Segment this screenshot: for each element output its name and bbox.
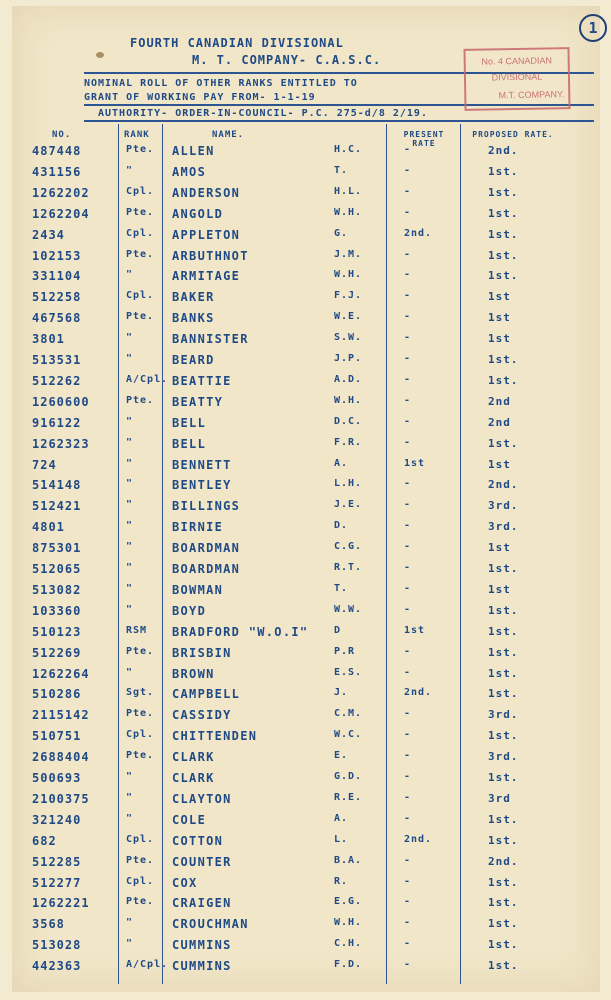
- surname: APPLETON: [172, 227, 241, 242]
- table-row: [12, 811, 600, 833]
- rank: ": [126, 812, 134, 824]
- surname: ALLEN: [172, 144, 215, 158]
- proposed-rate: 1st.: [488, 562, 519, 575]
- initials: S.W.: [334, 332, 363, 344]
- surname: BAKER: [172, 290, 215, 305]
- present-rate: -: [404, 311, 412, 323]
- table-row: [12, 644, 600, 666]
- surname: BELL: [172, 415, 207, 430]
- present-rate: 1st: [404, 457, 426, 469]
- surname: ARBUTHNOT: [172, 248, 249, 263]
- initials: T.: [334, 164, 349, 176]
- rank: ": [126, 415, 134, 427]
- initials: L.: [334, 833, 349, 845]
- initials: G.: [334, 227, 349, 239]
- proposed-rate: 1st.: [488, 436, 519, 450]
- present-rate: 2nd.: [404, 833, 433, 845]
- present-rate: 1st: [404, 624, 426, 636]
- surname: COX: [172, 875, 198, 890]
- service-number: 512262: [32, 373, 82, 388]
- proposed-rate: 1st: [488, 332, 511, 346]
- service-number: 875301: [32, 541, 82, 556]
- service-number: 916122: [32, 415, 82, 430]
- table-row: [12, 665, 600, 687]
- service-number: 431156: [32, 164, 82, 179]
- proposed-rate: 1st.: [488, 206, 519, 220]
- service-number: 513531: [32, 353, 82, 367]
- rank: Cpl.: [126, 875, 155, 887]
- proposed-rate: 2nd.: [488, 854, 519, 868]
- table-row: [12, 435, 600, 457]
- proposed-rate: 1st.: [488, 729, 519, 743]
- table-row: [12, 330, 600, 352]
- initials: P.R: [334, 645, 356, 657]
- table-row: [12, 351, 600, 373]
- rank: RSM: [126, 624, 148, 636]
- surname: BRISBIN: [172, 645, 232, 660]
- table-row: [12, 790, 600, 812]
- table-row: [12, 685, 600, 707]
- initials: R.E.: [334, 791, 363, 803]
- present-rate: -: [404, 729, 412, 741]
- rank: A/Cpl.: [126, 373, 169, 385]
- present-rate: -: [404, 938, 412, 950]
- surname: CHITTENDEN: [172, 729, 258, 744]
- rank: ": [126, 582, 134, 594]
- stamp-line: No. 4 CANADIAN: [481, 55, 553, 67]
- service-number: 321240: [32, 812, 82, 827]
- present-rate: -: [404, 666, 412, 678]
- service-number: 3568: [32, 917, 65, 932]
- present-rate: -: [404, 520, 412, 532]
- table-row: [12, 247, 600, 269]
- rank: Pte.: [126, 248, 155, 260]
- initials: W.H.: [334, 394, 363, 406]
- rank: ": [126, 457, 134, 469]
- surname: BELL: [172, 436, 207, 451]
- surname: BOWMAN: [172, 582, 224, 597]
- table-row: [12, 476, 600, 498]
- header-authority: AUTHORITY- ORDER-IN-COUNCIL- P.C. 275-d/8 2/19.: [98, 108, 428, 119]
- service-number: 512258: [32, 290, 82, 305]
- service-number: 724: [32, 457, 57, 472]
- service-number: 467568: [32, 311, 82, 326]
- present-rate: -: [404, 875, 412, 887]
- present-rate: -: [404, 248, 412, 260]
- present-rate: -: [404, 562, 412, 573]
- table-row: [12, 853, 600, 875]
- present-rate: -: [404, 582, 412, 594]
- header-unit: FOURTH CANADIAN DIVISIONAL: [130, 36, 344, 50]
- initials: W.H.: [334, 206, 363, 218]
- proposed-rate: 3rd.: [488, 520, 519, 534]
- present-rate: -: [404, 541, 412, 553]
- stamp-line: DIVISIONAL: [491, 71, 543, 83]
- rank: Pte.: [126, 144, 155, 155]
- service-number: 682: [32, 833, 57, 848]
- page-number: 1: [579, 14, 607, 42]
- table-row: [12, 142, 600, 164]
- service-number: 331104: [32, 269, 82, 284]
- proposed-rate: 1st: [488, 582, 511, 596]
- initials: H.C.: [334, 144, 363, 155]
- surname: BOYD: [172, 603, 207, 618]
- present-rate: -: [404, 290, 412, 302]
- stamp-line: M.T. COMPANY.: [498, 89, 565, 101]
- present-rate: -: [404, 144, 412, 155]
- service-number: 512277: [32, 875, 82, 890]
- rank: ": [126, 332, 134, 344]
- proposed-rate: 3rd.: [488, 499, 519, 513]
- present-rate: -: [404, 645, 412, 657]
- table-row: [12, 874, 600, 896]
- initials: A.D.: [334, 373, 363, 385]
- proposed-rate: 1st: [488, 457, 511, 471]
- initials: F.J.: [334, 290, 363, 302]
- surname: CROUCHMAN: [172, 917, 249, 932]
- service-number: 2688404: [32, 750, 90, 765]
- table-row: [12, 163, 600, 185]
- proposed-rate: 1st.: [488, 248, 519, 262]
- surname: BROWN: [172, 666, 215, 681]
- table-row: [12, 267, 600, 289]
- service-number: 103360: [32, 603, 82, 618]
- table-row: [12, 623, 600, 645]
- service-number: 513028: [32, 938, 82, 953]
- present-rate: 2nd.: [404, 227, 433, 239]
- col-header-present: PRESENT RATE: [403, 130, 445, 148]
- table-row: [12, 518, 600, 540]
- table-row: [12, 894, 600, 916]
- initials: D.: [334, 520, 349, 532]
- surname: COLE: [172, 812, 207, 827]
- rank: Pte.: [126, 394, 155, 406]
- surname: BILLINGS: [172, 499, 241, 514]
- rank: A/Cpl.: [126, 959, 169, 971]
- surname: ARMITAGE: [172, 269, 241, 284]
- present-rate: -: [404, 269, 412, 281]
- proposed-rate: 1st.: [488, 624, 519, 638]
- initials: J.M.: [334, 248, 363, 260]
- proposed-rate: 1st.: [488, 687, 519, 701]
- surname: BEARD: [172, 353, 215, 367]
- surname: BENNETT: [172, 457, 232, 472]
- proposed-rate: 1st.: [488, 938, 519, 952]
- present-rate: -: [404, 771, 412, 782]
- initials: F.D.: [334, 959, 363, 971]
- rank: ": [126, 353, 134, 364]
- proposed-rate: 1st.: [488, 812, 519, 826]
- service-number: 512065: [32, 562, 82, 576]
- initials: H.L.: [334, 185, 363, 197]
- initials: F.R.: [334, 436, 363, 448]
- proposed-rate: 1st.: [488, 353, 519, 366]
- ink-smudge: [96, 52, 104, 58]
- initials: W.C.: [334, 729, 363, 741]
- surname: BANNISTER: [172, 332, 249, 347]
- service-number: 4801: [32, 520, 65, 535]
- surname: CUMMINS: [172, 938, 232, 953]
- rank: Pte.: [126, 645, 155, 657]
- present-rate: -: [404, 332, 412, 344]
- service-number: 514148: [32, 478, 82, 493]
- proposed-rate: 3rd.: [488, 750, 519, 764]
- service-number: 3801: [32, 332, 65, 347]
- table-row: [12, 727, 600, 749]
- col-header-name: NAME.: [212, 130, 245, 140]
- proposed-rate: 2nd: [488, 394, 511, 408]
- present-rate: -: [404, 164, 412, 176]
- rank: Pte.: [126, 854, 155, 866]
- proposed-rate: 1st.: [488, 666, 519, 680]
- proposed-rate: 1st: [488, 290, 511, 304]
- rank: Cpl.: [126, 227, 155, 239]
- table-row: [12, 456, 600, 478]
- proposed-rate: 3rd.: [488, 708, 519, 722]
- surname: CASSIDY: [172, 708, 232, 723]
- service-number: 500693: [32, 771, 82, 785]
- table-row: [12, 372, 600, 394]
- col-header-rank: RANK: [124, 130, 150, 140]
- rank: ": [126, 478, 134, 490]
- rank: ": [126, 917, 134, 929]
- initials: J.: [334, 687, 349, 699]
- service-number: 102153: [32, 248, 82, 263]
- surname: CRAIGEN: [172, 896, 232, 911]
- proposed-rate: 1st.: [488, 164, 519, 178]
- table-row: [12, 205, 600, 227]
- proposed-rate: 1st.: [488, 373, 519, 387]
- proposed-rate: 1st.: [488, 185, 519, 199]
- header-roll-title: NOMINAL ROLL OF OTHER RANKS ENTITLED TO: [84, 78, 358, 89]
- present-rate: -: [404, 708, 412, 720]
- service-number: 512285: [32, 854, 82, 869]
- col-header-proposed: PROPOSED RATE.: [472, 130, 554, 139]
- table-row: [12, 497, 600, 519]
- rank: ": [126, 499, 134, 511]
- rank: Cpl.: [126, 185, 155, 197]
- proposed-rate: 1st.: [488, 645, 519, 659]
- rank: ": [126, 791, 134, 803]
- surname: CLARK: [172, 750, 215, 765]
- proposed-rate: 1st.: [488, 269, 519, 283]
- present-rate: -: [404, 499, 412, 511]
- proposed-rate: 1st: [488, 311, 511, 325]
- present-rate: -: [404, 206, 412, 218]
- service-number: 1262221: [32, 896, 90, 911]
- table-row: [12, 560, 600, 582]
- present-rate: -: [404, 791, 412, 803]
- service-number: 510286: [32, 687, 82, 702]
- present-rate: -: [404, 353, 412, 364]
- proposed-rate: 1st: [488, 541, 511, 555]
- rank: ": [126, 562, 134, 573]
- rank: Pte.: [126, 311, 155, 323]
- rank: Cpl.: [126, 729, 155, 741]
- service-number: 512421: [32, 499, 82, 514]
- present-rate: -: [404, 812, 412, 824]
- table-row: [12, 936, 600, 958]
- surname: BEATTIE: [172, 373, 232, 388]
- proposed-rate: 2nd: [488, 415, 511, 429]
- initials: C.M.: [334, 708, 363, 720]
- surname: BRADFORD "W.O.I": [172, 624, 309, 639]
- initials: L.H.: [334, 478, 363, 490]
- rank: Pte.: [126, 206, 155, 218]
- service-number: 1260600: [32, 394, 90, 409]
- service-number: 1262323: [32, 436, 90, 451]
- rank: Cpl.: [126, 833, 155, 845]
- rank: ": [126, 436, 134, 448]
- present-rate: -: [404, 373, 412, 385]
- present-rate: -: [404, 394, 412, 406]
- table-row: [12, 393, 600, 415]
- rank: Pte.: [126, 896, 155, 908]
- rank: ": [126, 603, 134, 615]
- initials: C.G.: [334, 541, 363, 553]
- rank: Pte.: [126, 708, 155, 720]
- table-row: [12, 832, 600, 854]
- present-rate: -: [404, 917, 412, 929]
- present-rate: -: [404, 415, 412, 427]
- initials: D: [334, 624, 342, 636]
- proposed-rate: 1st.: [488, 875, 519, 889]
- rank: Pte.: [126, 750, 155, 762]
- service-number: 1262204: [32, 206, 90, 221]
- rank: ": [126, 666, 134, 678]
- initials: J.P.: [334, 353, 363, 364]
- table-row: [12, 414, 600, 436]
- proposed-rate: 1st.: [488, 833, 519, 847]
- surname: BANKS: [172, 311, 215, 326]
- present-rate: -: [404, 185, 412, 197]
- initials: E.S.: [334, 666, 363, 678]
- initials: W.W.: [334, 603, 363, 615]
- surname: ANGOLD: [172, 206, 224, 221]
- proposed-rate: 1st.: [488, 771, 519, 784]
- surname: BOARDMAN: [172, 541, 241, 556]
- surname: CUMMINS: [172, 959, 232, 974]
- initials: T.: [334, 582, 349, 594]
- rank: Cpl.: [126, 290, 155, 302]
- surname: CAMPBELL: [172, 687, 241, 702]
- header-grant: GRANT OF WORKING PAY FROM- 1-1-19: [84, 92, 316, 103]
- rank: ": [126, 520, 134, 532]
- rank: ": [126, 771, 134, 782]
- table-row: [12, 957, 600, 979]
- table-row: [12, 602, 600, 624]
- initials: W.H.: [334, 917, 363, 929]
- surname: COTTON: [172, 833, 224, 848]
- service-number: 442363: [32, 959, 82, 974]
- initials: G.D.: [334, 771, 363, 782]
- table-row: [12, 288, 600, 310]
- surname: BOARDMAN: [172, 562, 241, 576]
- table-row: [12, 226, 600, 248]
- header-rule: [84, 120, 594, 122]
- table-row: [12, 539, 600, 561]
- initials: A.: [334, 457, 349, 469]
- initials: E.G.: [334, 896, 363, 908]
- surname: CLARK: [172, 771, 215, 785]
- service-number: 510123: [32, 624, 82, 639]
- present-rate: -: [404, 750, 412, 762]
- table-row: [12, 915, 600, 937]
- surname: BENTLEY: [172, 478, 232, 493]
- rank: ": [126, 269, 134, 281]
- surname: ANDERSON: [172, 185, 241, 200]
- initials: W.H.: [334, 269, 363, 281]
- surname: CLAYTON: [172, 791, 232, 806]
- initials: E.: [334, 750, 349, 762]
- service-number: 2434: [32, 227, 65, 242]
- proposed-rate: 2nd.: [488, 478, 519, 492]
- service-number: 487448: [32, 144, 82, 158]
- rank: ": [126, 541, 134, 553]
- initials: R.T.: [334, 562, 363, 573]
- proposed-rate: 1st.: [488, 896, 519, 910]
- present-rate: -: [404, 478, 412, 490]
- initials: W.E.: [334, 311, 363, 323]
- present-rate: -: [404, 603, 412, 615]
- header-company: M. T. COMPANY- C.A.S.C.: [192, 53, 382, 67]
- table-row: [12, 706, 600, 728]
- initials: R.: [334, 875, 349, 887]
- document-sheet: [12, 6, 600, 992]
- rank: ": [126, 164, 134, 176]
- service-number: 2115142: [32, 708, 90, 723]
- rank: ": [126, 938, 134, 950]
- surname: AMOS: [172, 164, 207, 179]
- surname: COUNTER: [172, 854, 232, 869]
- company-stamp: [463, 47, 570, 111]
- service-number: 1262202: [32, 185, 90, 200]
- surname: BEATTY: [172, 394, 224, 409]
- proposed-rate: 1st.: [488, 917, 519, 931]
- initials: J.E.: [334, 499, 363, 511]
- proposed-rate: 1st.: [488, 227, 519, 241]
- initials: B.A.: [334, 854, 363, 866]
- table-row: [12, 581, 600, 603]
- present-rate: 2nd.: [404, 687, 433, 699]
- proposed-rate: 2nd.: [488, 144, 519, 157]
- table-row: [12, 748, 600, 770]
- rank: Sgt.: [126, 687, 155, 699]
- present-rate: -: [404, 896, 412, 908]
- surname: BIRNIE: [172, 520, 224, 535]
- present-rate: -: [404, 436, 412, 448]
- table-row: [12, 184, 600, 206]
- present-rate: -: [404, 854, 412, 866]
- service-number: 512269: [32, 645, 82, 660]
- service-number: 2100375: [32, 791, 90, 806]
- service-number: 513082: [32, 582, 82, 597]
- service-number: 1262264: [32, 666, 90, 681]
- col-header-no: NO.: [52, 130, 72, 140]
- proposed-rate: 1st.: [488, 603, 519, 617]
- proposed-rate: 3rd: [488, 791, 511, 805]
- proposed-rate: 1st.: [488, 959, 519, 973]
- table-row: [12, 309, 600, 331]
- service-number: 510751: [32, 729, 82, 744]
- present-rate: -: [404, 959, 412, 971]
- initials: C.H.: [334, 938, 363, 950]
- table-row: [12, 769, 600, 791]
- initials: D.C.: [334, 415, 363, 427]
- initials: A.: [334, 812, 349, 824]
